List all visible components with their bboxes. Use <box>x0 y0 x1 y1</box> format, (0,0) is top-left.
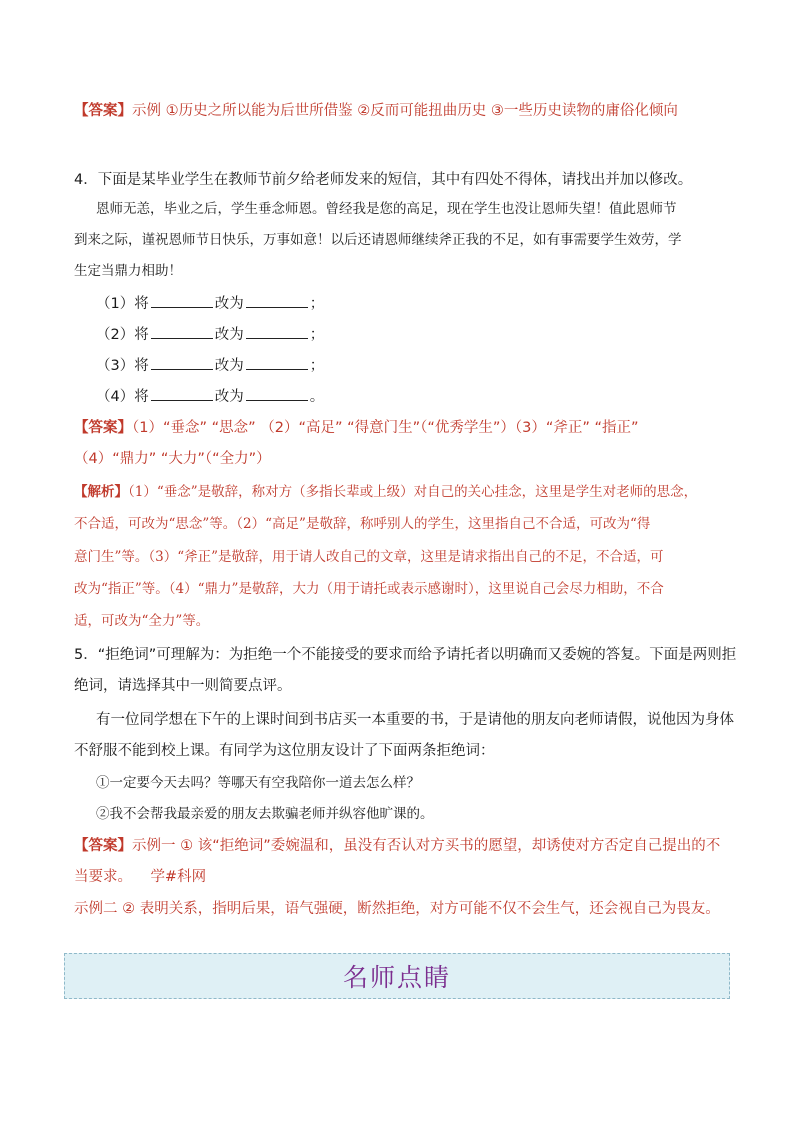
watermark-text: 学#科网 <box>150 869 207 885</box>
item-mid: 改为 <box>214 296 244 312</box>
q4-message-line: 生定当鼎力相助！ <box>74 263 182 279</box>
q4-item <box>74 324 724 345</box>
q5-answer-line <box>74 836 724 856</box>
answer-label: 示例 <box>132 103 161 119</box>
item-end: ； <box>309 296 325 312</box>
q4-message-line: 到来之际，谨祝恩师节日快乐，万事如意！以后还请恩师继续斧正我的不足，如有事需要学生效劳，学 <box>74 232 682 248</box>
answer-text: （1）“垂念” “思念” （2）“高足” “得意门生”（“优秀学生”）（3）“斧正” “指正” <box>132 420 639 436</box>
analysis-text: （1）“垂念”是敬辞，称对方（多指长辈或上级）对自己的关心挂念，这里是学生对老师的思念， <box>128 484 698 500</box>
answer-blank[interactable] <box>246 355 308 370</box>
answer-blank[interactable] <box>246 386 308 401</box>
q5-answer-line <box>74 867 724 887</box>
q5-option-2: ②我不会帮我最亲爱的朋友去欺骗老师并纵容他旷课的。 <box>96 806 434 822</box>
answer-blank[interactable] <box>246 324 308 339</box>
q5-scenario: 不舒服不能到校上课。有同学为这位朋友设计了下面两条拒绝词： <box>74 743 495 759</box>
q5-answer-line: 示例二 ② 表明关系，指明后果，语气强硬，断然拒绝，对方可能不仅不会生气，还会视自己为畏友。 <box>74 901 720 917</box>
item-end: 。 <box>309 389 325 405</box>
q5-scenario: 有一位同学想在下午的上课时间到书店买一本重要的书，于是请他的朋友向老师请假，说他因为身体 <box>96 712 734 728</box>
answer-text: 示例一 ① 该“拒绝词”委婉温和，虽没有否认对方买书的愿望，却诱使对方否定自己提出的不 <box>132 838 721 854</box>
q4-message-line: 恩师无恙，毕业之后，学生垂念师恩。曾经我是您的高足，现在学生也没让恩师失望！值此恩师节 <box>96 201 677 217</box>
q4-analysis-line: 意门生”等。（3）“斧正”是敬辞，用于请人改自己的文章，这里是请求指出自己的不足，不合适，可 <box>74 549 664 565</box>
q4-item <box>74 293 724 314</box>
q4-analysis-line: 改为“指正”等。（4）“鼎力”是敬辞，大力（用于请托或表示感谢时），这里说自己会尽力相助，不合 <box>74 581 664 597</box>
answer-text: ①历史之所以能为后世所借鉴 ②反而可能扭曲历史 ③一些历史读物的庸俗化倾向 <box>165 103 678 119</box>
q4-answer-line <box>74 418 724 438</box>
q4-analysis-line: 不合适，可改为“思念”等。（2）“高足”是敬辞，称呼别人的学生，这里指自己不合适，可改为“得 <box>74 516 651 532</box>
q4-answer-line: （4）“鼎力” “大力”（“全力”） <box>74 451 271 467</box>
section-title: 名师点睛 <box>342 963 451 992</box>
item-mid: 改为 <box>214 389 244 405</box>
item-end: ； <box>309 327 325 343</box>
analysis-tag: 【解析】 <box>74 484 128 500</box>
q5-prompt: 绝词，请选择其中一则简要点评。 <box>74 678 292 694</box>
q4-analysis-line: 适，可改为“全力”等。 <box>74 613 210 629</box>
q4-prompt: 4．下面是某毕业学生在教师节前夕给老师发来的短信，其中有四处不得体，请找出并加以修改。 <box>74 172 693 188</box>
q5-option-1: ①一定要今天去吗？等哪天有空我陪你一道去怎么样？ <box>96 775 420 791</box>
answer-tag: 【答案】 <box>74 420 132 436</box>
item-mid: 改为 <box>214 327 244 343</box>
item-end: ； <box>309 358 325 374</box>
answer-blank[interactable] <box>151 386 213 401</box>
q4-item <box>74 355 724 376</box>
item-number: （3）将 <box>96 358 149 374</box>
answer-3 <box>74 101 724 121</box>
q4-analysis-line <box>74 482 724 502</box>
answer-blank[interactable] <box>246 293 308 308</box>
item-number: （2）将 <box>96 327 149 343</box>
q5-prompt: 5．“拒绝词”可理解为：为拒绝一个不能接受的要求而给予请托者以明确而又委婉的答复。下面是两则拒 <box>74 647 737 663</box>
item-mid: 改为 <box>214 358 244 374</box>
answer-tag: 【答案】 <box>74 103 132 119</box>
item-number: （4）将 <box>96 389 149 405</box>
section-banner <box>64 953 730 999</box>
item-number: （1）将 <box>96 296 149 312</box>
answer-tag: 【答案】 <box>74 838 132 854</box>
q4-item <box>74 386 724 407</box>
answer-blank[interactable] <box>151 324 213 339</box>
answer-text: 当要求。 <box>74 869 132 885</box>
answer-blank[interactable] <box>151 293 213 308</box>
answer-blank[interactable] <box>151 355 213 370</box>
